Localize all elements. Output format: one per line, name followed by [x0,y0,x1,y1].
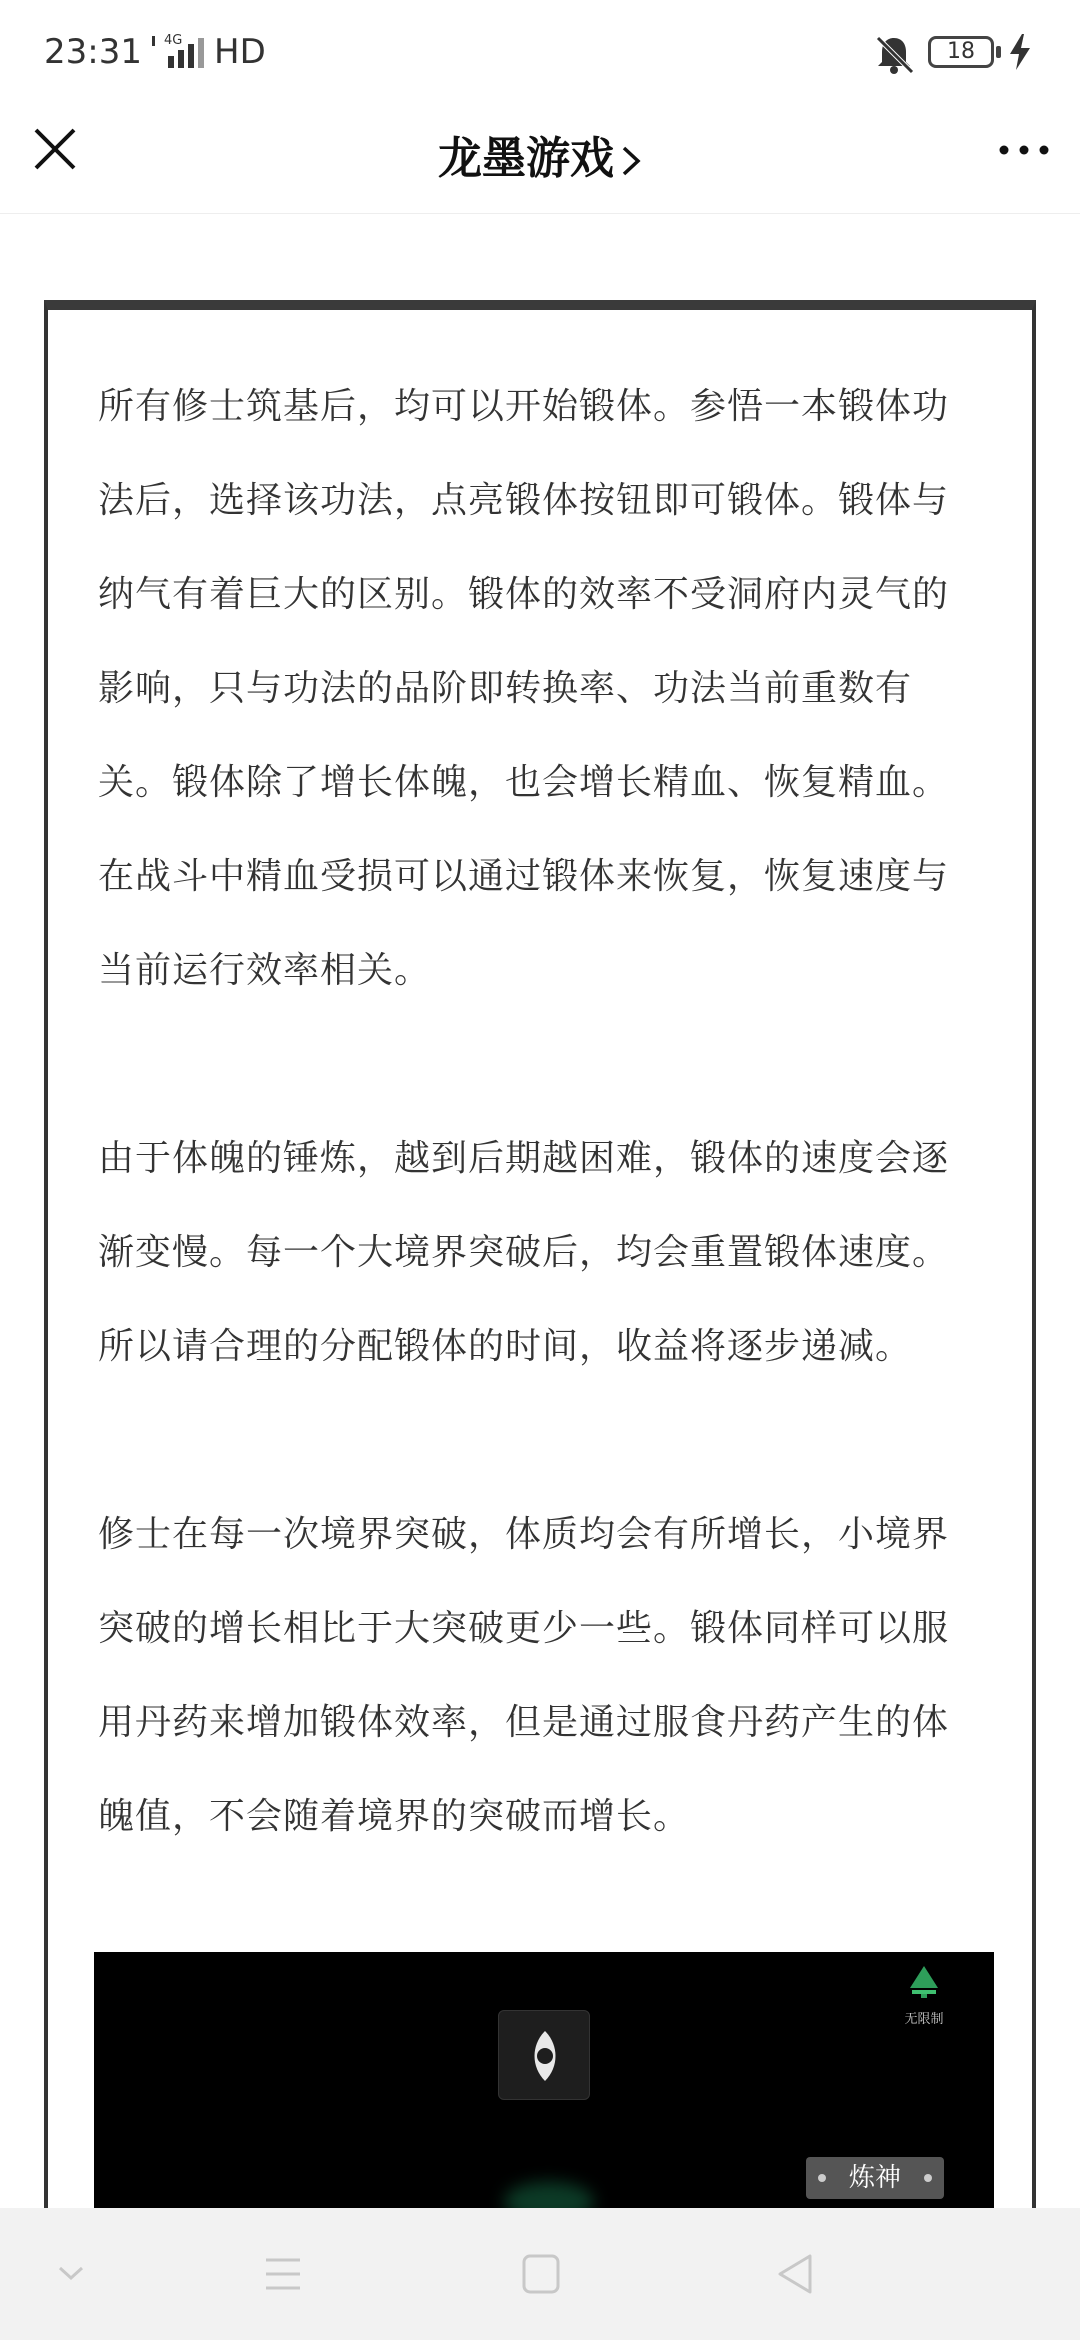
eye-icon [499,2011,591,2101]
unlimited-label: 无限制 [904,2012,944,2027]
dot-left [818,2174,826,2182]
chevron-right-icon [620,144,642,178]
page-title: 龙墨游戏 [438,133,614,184]
home-icon[interactable] [516,2252,566,2296]
more-icon[interactable] [996,130,1052,170]
battery-indicator: 18 [928,36,994,68]
back-icon[interactable] [772,2252,822,2296]
paragraph-3: 修士在每一次境界突破，体质均会有所增长，小境界突破的增长相比于大突破更少一些。锻体同样可以服用丹药来增加锻体效率，但是通过服食丹药产生的体魄值，不会随着境界的突破而增长。 [98,1514,950,1837]
account-title-link[interactable] [0,122,1080,186]
menu-icon[interactable] [258,2252,308,2296]
game-screenshot [94,1952,994,2212]
refine-label: 炼神 [848,2163,901,2193]
lamp-icon [904,1964,944,2000]
network-label: 4G [164,33,183,48]
charging-icon [1008,34,1032,70]
status-bar [0,0,1080,100]
signal-icon [150,30,208,72]
collapse-icon[interactable] [46,2252,96,2296]
eye-button [498,2010,590,2100]
mute-bell-icon [872,32,916,76]
nav-bar [0,100,1080,214]
dot-right [924,2174,932,2182]
battery-cap [996,46,1001,58]
paragraph-1: 所有修士筑基后，均可以开始锻体。参悟一本锻体功法后，选择该功法，点亮锻体按钮即可锻体。锻体与纳气有着巨大的区别。锻体的效率不受洞府内灵气的影响，只与功法的品阶即转换率、功法当前重数有关。锻体除了增长体魄，也会增长精血、恢复精血。在战斗中精血受损可以通过锻体来恢复，恢复速度与当前运行效率相关。 [98,386,950,991]
paragraph-gap [98,1018,968,1112]
paragraph-2: 由于体魄的锤炼，越到后期越困难，锻体的速度会逐渐变慢。每一个大境界突破后，均会重置锻体速度。所以请合理的分配锻体的时间，收益将逐步递减。 [98,1138,950,1367]
article-body [98,360,968,1864]
status-time: 23:31 [44,32,142,72]
paragraph-gap [98,1394,968,1488]
refine-button [806,2157,944,2199]
system-nav-bar [0,2208,1080,2340]
hd-label: HD [214,32,266,72]
unlimited-badge [884,1964,964,2027]
status-right [872,32,1052,76]
